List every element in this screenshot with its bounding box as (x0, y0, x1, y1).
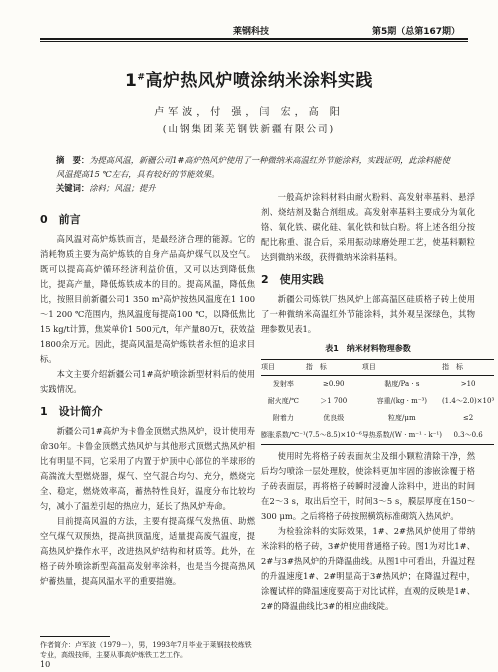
title-rest: 高炉热风炉喷涂纳米涂料实践 (145, 71, 373, 91)
title-prefix: 1 (125, 71, 138, 91)
abstract-body (56, 153, 456, 181)
section-1-heading: 1 设计简介 (40, 405, 103, 418)
section-0-paragraph-1: 高风温对高炉炼铁而言，是最经济合理的能源。它的消耗物质主要为高炉炼铁的自身产品高炉煤气以及空气。既可以提高高炉循环经济利益价值，又可以达到降低焦比，提高产量，降低炼铁成本的目的。提高风温，降低焦比，按照目前新疆公司1 350 m³高炉按热风温度在1 100～1 200 ℃范围内，热风温度每提高100 ℃，以降低焦比15 kg/t计算，焦炭单价1 500元/t，年产量80万t，获效益1800余万元。因此，提高风温是高炉炼铁者永恒的追求目标。 (40, 234, 255, 364)
table-cell: 0.3～0.6 (442, 427, 494, 445)
abstract-label: 摘 要： (56, 155, 90, 165)
section-0-heading: 0 前言 (40, 213, 81, 226)
right-column (261, 190, 495, 614)
table-caption: 表1 纳米材料物理参数 (325, 344, 411, 353)
table-header-row (261, 360, 494, 376)
table-row (261, 376, 494, 394)
table-cell: ＞1 700 (320, 397, 348, 405)
table-cell: ≥0.90 (322, 380, 345, 388)
table-cell: 导热系数/(W · m⁻¹ · k⁻¹) (362, 427, 442, 445)
page-number: 10 (40, 660, 51, 669)
section-1-paragraph-2: 目前提高风温的方法，主要有提高煤气发热值、助燃空气煤气双预热，提高拱顶温度，适量提高废气温度，提高热风炉操作水平，改进热风炉结构和材质等。此外，在格子砖外喷涂新型高温高发射率涂料，也是当今提高热风炉蓄热量，提高风温水平的重要措施。 (40, 516, 255, 586)
table-cell: 容重/(kg · m⁻³) (376, 397, 427, 405)
table-cell: ≤2 (462, 414, 474, 422)
table-cell: 发射率 (272, 380, 294, 388)
section-2-paragraph-1: 新疆公司炼铁厂热风炉上部高温区硅质格子砖上使用了一种微纳米高温红外节能涂料，其外观呈深绿色，其物理参数见表1。 (261, 294, 475, 334)
section-2-paragraph-2: 使用时先将格子砖表面灰尘及细小颗粒清除干净，然后均匀喷涂一层处理胶，使涂料更加牢固的渗嵌涂覆于格子砖表面层，再将格子砖瞬时浸瀹人涂料中，进出的时间在2～3 s，取出后空干，时间3～5 s，膜层厚度在150～300 μm。之后将格子砖按照横筑标准砌筑入热风炉。 (261, 451, 475, 521)
table-cell: 耐火度/℃ (267, 397, 299, 405)
table-cell: 粒度/μm (388, 414, 416, 422)
abstract (56, 153, 456, 195)
section-1-paragraph-1: 新疆公司1#高炉为卡鲁金顶燃式热风炉，设计使用寿命30年。卡鲁金顶燃式热风炉与其他形式顶燃式热风炉相比有明显不同，它采用了内置于炉顶中心部位的半球形的高湍流大型燃烧器，煤气、空气混合均匀、充分，燃烧完全、稳定，燃烧效率高，蓄热特性良好，温度分布比较均匀，减小了温差引起的热应力，延长了热风炉寿命。 (40, 426, 255, 511)
issue-number: 第5期（总第167期） (372, 27, 461, 37)
properties-table (261, 359, 494, 445)
footnote-rule (40, 636, 110, 637)
table-cell: 膨胀系数/℃⁻¹ (261, 427, 306, 445)
coating-composition-paragraph: 一般高炉涂料材料由耐火粉料、高发射率基料、悬浮剂、烧结剂及黏合剂组成。高发射率基料主要成分为氧化铬、氧化铁、碳化硅、氧化铁和钛白粉。将上述各组分按配比称重、混合后，采用振动球磨处理工艺，使基料颗粒达到微纳米级，获得微纳米涂料基料。 (261, 192, 475, 262)
authors: 卢军波，付 强，闫 宏，高 阳 (154, 107, 344, 118)
table-cell: 黏度/Pa · s (384, 380, 420, 388)
table-header-cell: 指 标 (442, 360, 494, 376)
table-cell: (1.4～2.0)×10³ (441, 397, 495, 405)
table-row (261, 427, 494, 445)
paper-title (0, 66, 498, 91)
table-row (261, 393, 494, 410)
table-cell: >10 (460, 380, 476, 388)
abstract-text: 为提高风温，新疆公司1#高炉热风炉使用了一种微纳米高温红外节能涂料，实践证明，此涂料能使风温提高15 ℃左右，具有较好的节能效果。 (56, 155, 450, 179)
affiliation: (山钢集团莱芜钢铁新疆有限公司) (162, 124, 336, 135)
table-header-cell: 项目 (261, 360, 306, 376)
section-0-paragraph-2: 本文主要介绍新疆公司1#高炉喷涂新型材料后的使用实践情况。 (40, 369, 255, 394)
table-cell: (7.5～8.5)×10⁻⁶ (306, 427, 362, 445)
section-2-heading: 2 使用实践 (261, 273, 324, 286)
table-cell: 优良级 (323, 414, 345, 422)
table-header-cell: 指 标 (306, 360, 362, 376)
table-row (261, 410, 494, 427)
table-header-cell: 项目 (362, 360, 442, 376)
journal-name: 莱钢科技 (233, 27, 270, 37)
table-cell: 附着力 (272, 414, 294, 422)
header-rule (40, 38, 468, 40)
left-column (40, 205, 255, 589)
keywords-text: 涂料；风温；提升 (89, 183, 156, 193)
title-sup: # (137, 72, 146, 83)
section-2-paragraph-3: 为检验涂料的实际效果，1#、2#热风炉使用了带纳米涂料的格子砖，3#炉使用普通格子砖。图1为对比1#、2#与3#热风炉的升降温曲线。从图1中可看出，升温过程的升温速度1#、2#明显高于3#热风炉；在降温过程中，涂覆试样的降温速度要高于对比试样，直观的反映是1#、2#的降温曲线比3#的相应曲线陡。 (261, 526, 475, 611)
keywords-label: 关键词： (56, 183, 90, 193)
author-footnote: 作者简介：卢军波（1979－），男，1993年7月毕业于莱钢技校炼铁专业，高级技师，主要从事高炉炼铁工艺工作。 (40, 641, 252, 659)
header-rule-thin (40, 41, 468, 42)
